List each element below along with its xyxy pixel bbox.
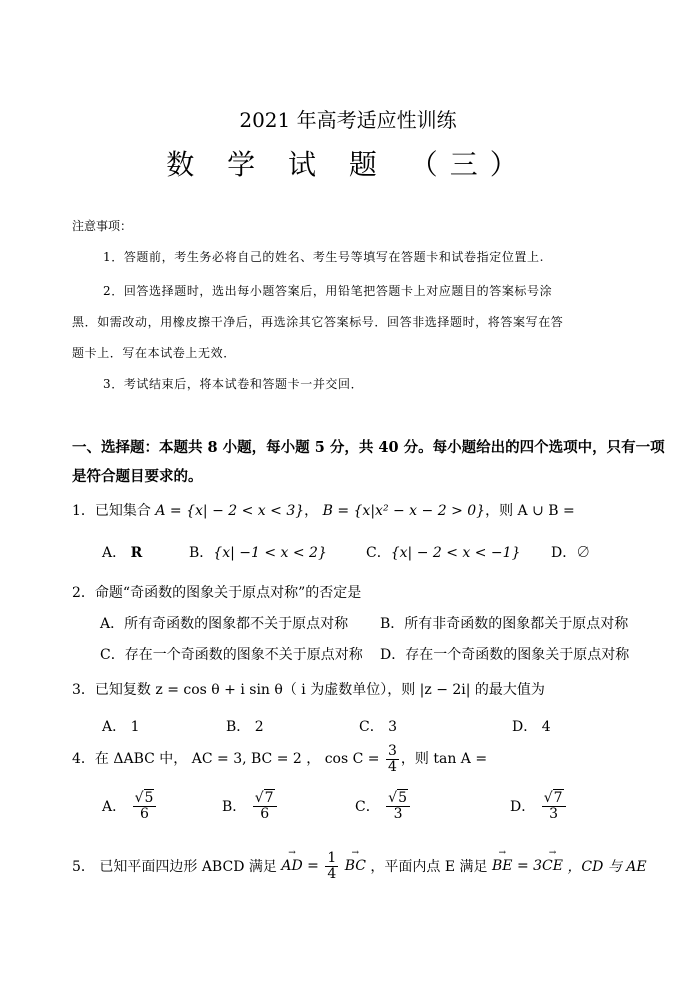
sqrt-expression — [388, 791, 408, 806]
note-item-2-line-3: 题卡上．写在本试卷上无效． — [72, 346, 236, 360]
q4-option-d[interactable] — [510, 791, 568, 821]
fraction-numerator: 3 — [387, 743, 397, 759]
question-number: 1． — [72, 503, 95, 519]
question-number: 3． — [72, 682, 95, 698]
question-number: 5． — [72, 859, 95, 876]
q2-option-a[interactable]: A．所有奇函数的图象都不关于原点对称 — [100, 616, 349, 632]
vector-label: BC — [344, 858, 366, 875]
question-5-stem — [72, 848, 647, 882]
q1-option-c[interactable] — [366, 542, 520, 562]
note-item-2-line-1: 2．回答选择题时，选出每小题答案后，用铅笔把答题卡上对应题目的答案标号涂 — [103, 284, 553, 298]
fraction — [253, 791, 277, 821]
q4-option-c[interactable] — [355, 791, 412, 821]
section1-heading-line-1: 一、选择题：本题共 8 小题，每小题 5 分，共 40 分。每小题给出的四个选项中，只有一项 — [72, 439, 665, 456]
fraction-numerator — [542, 791, 566, 807]
question-number: 2． — [72, 585, 95, 601]
vector-bc — [344, 848, 366, 875]
option-label: B． — [222, 799, 247, 816]
fraction — [386, 744, 399, 774]
option-label: B． — [189, 545, 214, 561]
vector-label: AD — [281, 858, 303, 875]
q1-option-b[interactable] — [189, 542, 327, 562]
question-5-text-part-3: ，CD 与 AE — [567, 859, 647, 876]
note-item-1: 1．答题前，考生务必将自己的姓名、考生号等填写在答题卡和试卷指定位置上. — [103, 250, 545, 264]
question-1-text: 已知集合 — [94, 503, 151, 519]
vector-arrow-icon: → — [288, 848, 296, 859]
fraction-denominator: 4 — [327, 865, 337, 882]
question-1-stem — [72, 500, 575, 520]
sqrt-expression — [255, 791, 275, 806]
option-label: A． — [102, 799, 127, 816]
option-label: C． — [366, 545, 391, 561]
option-text: 4 — [541, 719, 551, 735]
notes-heading: 注意事项： — [72, 219, 133, 233]
fraction-numerator — [386, 791, 410, 807]
q1-option-a[interactable] — [102, 542, 142, 562]
option-label: D． — [551, 545, 577, 561]
sqrt-expression — [135, 791, 155, 806]
option-label: C． — [355, 799, 380, 816]
q3-option-c[interactable] — [359, 716, 397, 736]
vector-arrow-icon: → — [351, 848, 360, 859]
fraction — [325, 851, 338, 881]
fraction-denominator: 6 — [140, 805, 149, 822]
fraction — [133, 791, 157, 821]
sqrt-sign: √ — [543, 790, 553, 806]
radicand: 5 — [144, 790, 154, 806]
vector-arrow-icon: → — [498, 848, 507, 859]
question-4-text-part-2: ，则 tan A = — [400, 751, 488, 768]
radicand: 7 — [264, 790, 274, 806]
q1-option-d[interactable] — [551, 542, 590, 562]
option-text: 3 — [388, 719, 398, 735]
vector-ad — [281, 848, 303, 875]
q4-option-a[interactable] — [102, 791, 158, 821]
q3-option-d[interactable] — [512, 716, 551, 736]
question-1-tail: ，则 A ∪ B = — [485, 503, 575, 519]
option-label: A． — [102, 545, 127, 561]
note-item-2-line-2: 黑．如需改动，用橡皮擦干净后，再选涂其它答案标号．回答非选择题时，将答案写在答 — [72, 315, 564, 329]
sqrt-sign: √ — [254, 790, 264, 806]
sqrt-expression — [544, 791, 564, 806]
fraction-numerator — [133, 791, 157, 807]
q2-option-b[interactable]: B．所有非奇函数的图象都关于原点对称 — [380, 616, 629, 632]
option-text: R — [130, 545, 143, 561]
equals-three: = 3 — [516, 858, 543, 875]
vector-arrow-icon: → — [548, 848, 557, 859]
question-5-text-part-2: ，平面内点 E 满足 — [370, 859, 488, 876]
option-text: {x| − 2 < x < −1} — [390, 545, 521, 561]
option-text: ∅ — [576, 545, 591, 561]
fraction-numerator — [253, 791, 277, 807]
equals-sign: = — [307, 858, 319, 875]
option-label: D． — [510, 799, 536, 816]
option-text: 1 — [130, 719, 140, 735]
section1-heading-line-2: 是符合题目要求的。 — [72, 468, 203, 485]
note-item-3: 3．考试结束后，将本试卷和答题卡一并交回． — [103, 377, 364, 391]
question-5-text-part-1: 已知平面四边形 ABCD 满足 — [99, 859, 277, 876]
fraction-denominator: 3 — [549, 805, 559, 822]
exam-name: 2021 年高考适应性训练 — [239, 108, 457, 132]
set-a-expression: A = {x| − 2 < x < 3} — [155, 503, 305, 519]
fraction-numerator: 1 — [327, 850, 337, 866]
fraction-denominator: 4 — [387, 758, 397, 775]
option-text: {x| −1 < x < 2} — [213, 545, 327, 561]
question-3-text: 已知复数 z = cos θ + i sin θ（ i 为虚数单位），则 |z − 2i| 的最大值为 — [94, 682, 545, 698]
vector-label: BE — [491, 858, 513, 875]
question-number: 4． — [72, 751, 95, 768]
q3-option-a[interactable] — [102, 716, 140, 736]
vector-be — [491, 848, 513, 875]
fraction — [542, 791, 566, 821]
question-4-text-part-1: 在 ΔABC 中， AC = 3, BC = 2 ， cos C = — [94, 751, 380, 768]
q4-option-b[interactable] — [222, 791, 279, 821]
sqrt-sign: √ — [388, 790, 398, 806]
question-2-text: 命题“奇函数的图象关于原点对称”的否定是 — [94, 585, 362, 601]
fraction — [386, 791, 410, 821]
question-4-stem — [72, 744, 487, 774]
option-label: B． — [226, 719, 251, 735]
radicand: 7 — [553, 790, 563, 806]
option-label: A． — [102, 719, 127, 735]
vector-ce — [542, 848, 563, 875]
fraction-denominator: 6 — [260, 805, 270, 822]
option-label: D． — [512, 719, 538, 735]
option-text: 2 — [254, 719, 264, 735]
vector-label: CE — [542, 858, 563, 875]
radicand: 5 — [398, 790, 408, 806]
q2-option-c[interactable]: C．存在一个奇函数的图象不关于原点对称 — [100, 647, 363, 663]
question-3-stem — [72, 679, 545, 699]
separator: ， — [304, 503, 319, 519]
option-label: C． — [359, 719, 384, 735]
q2-option-d[interactable]: D．存在一个奇函数的图象关于原点对称 — [380, 647, 630, 663]
q3-option-b[interactable] — [226, 716, 264, 736]
fraction-denominator: 3 — [393, 805, 403, 822]
set-b-expression: B = {x|x² − x − 2 > 0} — [322, 503, 486, 519]
sqrt-sign: √ — [134, 790, 144, 806]
subject-title: 数 学 试 题 （三） — [166, 148, 530, 181]
question-2-stem — [72, 582, 361, 602]
